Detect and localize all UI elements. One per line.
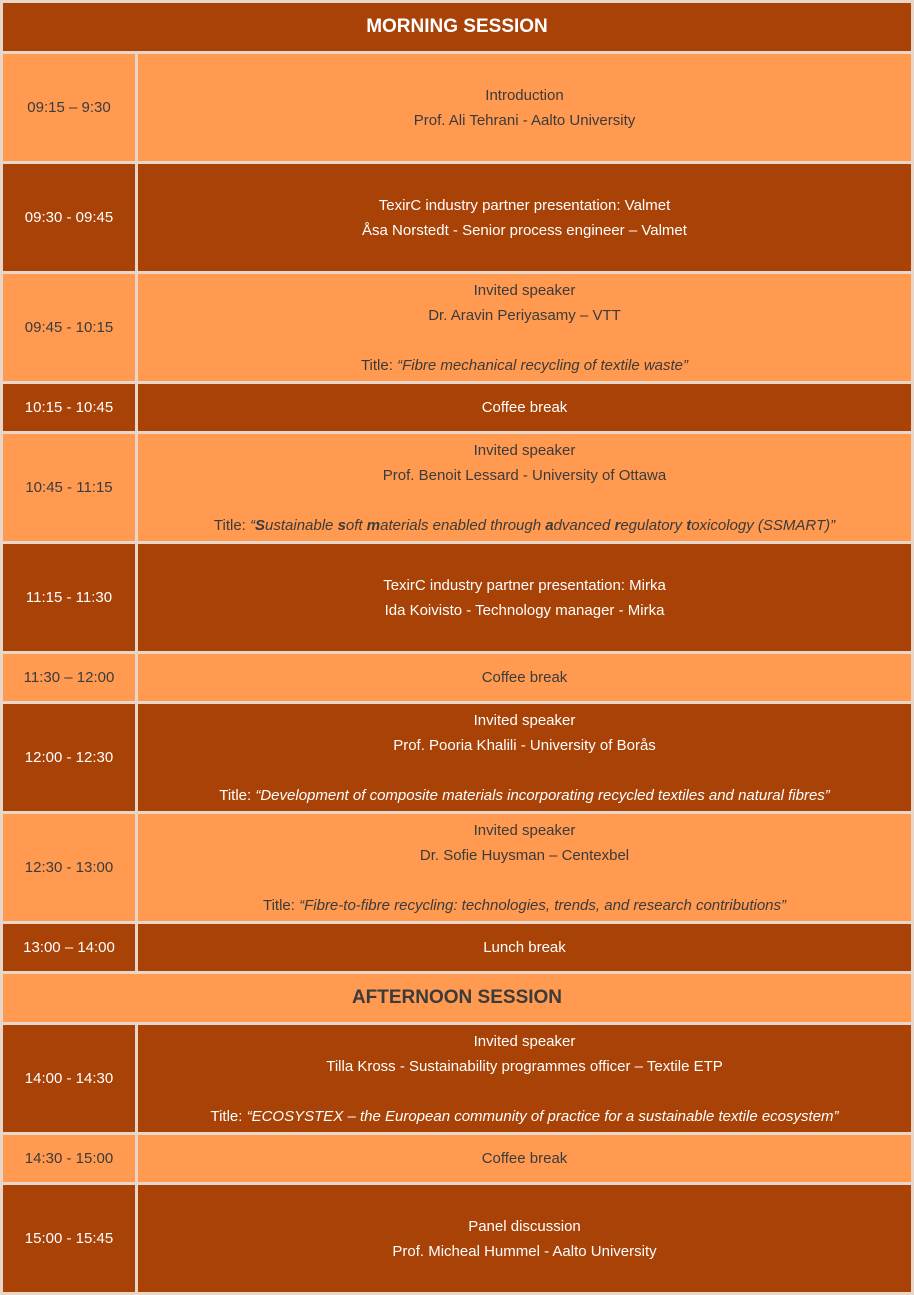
session-header-row	[3, 3, 911, 51]
time-slot: 09:15 – 9:30	[3, 54, 135, 161]
detail-line: Invited speaker	[473, 441, 576, 459]
title-text	[299, 897, 786, 914]
time-slot: 15:00 - 15:45	[3, 1185, 135, 1292]
detail-line: Panel discussion	[468, 1217, 581, 1235]
title-text	[397, 357, 688, 374]
schedule-row	[3, 704, 911, 811]
detail-line: Lunch break	[483, 939, 566, 956]
title-part: t	[686, 516, 692, 534]
time-slot: 09:30 - 09:45	[3, 164, 135, 271]
schedule-row	[3, 544, 911, 651]
time-slot: 12:30 - 13:00	[3, 814, 135, 921]
detail-line: TexirC industry partner presentation: Mirka	[383, 576, 666, 594]
time-slot: 10:15 - 10:45	[3, 384, 135, 431]
session-details	[138, 544, 911, 651]
schedule-row	[3, 1025, 911, 1132]
talk-title	[219, 783, 830, 808]
time-slot: 13:00 – 14:00	[3, 924, 135, 971]
session-details	[138, 434, 911, 541]
detail-line: Dr. Aravin Periyasamy – VTT	[428, 306, 621, 324]
title-text	[250, 517, 835, 534]
session-details	[138, 274, 911, 381]
time-slot: 10:45 - 11:15	[3, 434, 135, 541]
title-part: oxicology (SSMART)”	[691, 516, 836, 534]
detail-line: Invited speaker	[473, 711, 576, 729]
detail-line: Prof. Pooria Khalili - University of Borås	[393, 736, 656, 754]
detail-line: Introduction	[485, 86, 564, 104]
title-prefix: Title:	[262, 896, 300, 914]
detail-line: TexirC industry partner presentation: Valmet	[378, 196, 671, 214]
detail-line: Prof. Ali Tehrani - Aalto University	[413, 111, 636, 129]
talk-title	[263, 893, 786, 918]
title-prefix: Title:	[210, 1107, 247, 1125]
session-details	[138, 164, 911, 271]
schedule-row	[3, 164, 911, 271]
detail-line: Dr. Sofie Huysman – Centexbel	[419, 846, 630, 864]
title-prefix: Title:	[219, 786, 256, 804]
detail-line: Coffee break	[481, 399, 568, 416]
title-part: “Fibre mechanical recycling of textile waste”	[397, 356, 689, 374]
title-prefix: Title:	[213, 516, 250, 534]
session-header-row	[3, 974, 911, 1022]
schedule-row	[3, 1135, 911, 1182]
detail-line: Ida Koivisto - Technology manager - Mirka	[384, 601, 665, 619]
title-part: r	[614, 516, 621, 534]
session-details	[138, 704, 911, 811]
title-part: s	[337, 516, 346, 534]
session-details	[138, 54, 911, 161]
detail-line: Tilla Kross - Sustainability programmes officer – Textile ETP	[326, 1057, 723, 1075]
session-details	[138, 924, 911, 971]
title-part: “ECOSYSTEX – the European community of practice for a sustainable textile ecosystem”	[246, 1107, 839, 1125]
time-slot: 11:30 – 12:00	[3, 654, 135, 701]
session-details	[138, 654, 911, 701]
schedule-row	[3, 1185, 911, 1292]
title-part: dvanced	[553, 516, 615, 534]
detail-line: Åsa Norstedt - Senior process engineer – Valmet	[362, 221, 687, 239]
time-slot: 14:00 - 14:30	[3, 1025, 135, 1132]
talk-title	[214, 513, 835, 538]
detail-line: Invited speaker	[473, 821, 576, 839]
session-details	[138, 814, 911, 921]
detail-line: Coffee break	[481, 669, 568, 686]
talk-title	[210, 1104, 838, 1129]
title-part: egulatory	[620, 516, 687, 534]
schedule-row	[3, 924, 911, 971]
schedule-table	[3, 3, 911, 1295]
session-header: AFTERNOON SESSION	[3, 974, 911, 1022]
detail-line: Invited speaker	[473, 1032, 576, 1050]
title-part: “Development of composite materials incorporating recycled textiles and natural fibres”	[255, 786, 830, 804]
title-part: ustainable	[265, 516, 338, 534]
schedule-row	[3, 274, 911, 381]
title-prefix: Title:	[360, 356, 398, 374]
title-part: a	[545, 516, 554, 534]
title-part: m	[366, 516, 381, 534]
session-details	[138, 1185, 911, 1292]
schedule-row	[3, 654, 911, 701]
time-slot: 11:15 - 11:30	[3, 544, 135, 651]
title-part: S	[255, 516, 266, 534]
time-slot: 09:45 - 10:15	[3, 274, 135, 381]
detail-line: Invited speaker	[473, 281, 576, 299]
detail-line: Prof. Micheal Hummel - Aalto University	[392, 1242, 657, 1260]
schedule-row	[3, 434, 911, 541]
schedule-row	[3, 54, 911, 161]
title-text	[247, 1108, 839, 1125]
title-part: aterials enabled through	[380, 516, 546, 534]
schedule-row	[3, 814, 911, 921]
session-header: MORNING SESSION	[3, 3, 911, 51]
title-text	[255, 787, 829, 804]
title-part: oft	[345, 516, 367, 534]
title-part: “Fibre-to-fibre recycling: technologies, trends, and research contributions”	[299, 896, 787, 914]
schedule-row	[3, 384, 911, 431]
talk-title	[361, 353, 688, 378]
time-slot: 12:00 - 12:30	[3, 704, 135, 811]
session-details	[138, 384, 911, 431]
time-slot: 14:30 - 15:00	[3, 1135, 135, 1182]
detail-line: Coffee break	[481, 1150, 568, 1167]
session-details	[138, 1135, 911, 1182]
title-part: “	[250, 516, 255, 534]
session-details	[138, 1025, 911, 1132]
detail-line: Prof. Benoit Lessard - University of Ottawa	[382, 466, 667, 484]
